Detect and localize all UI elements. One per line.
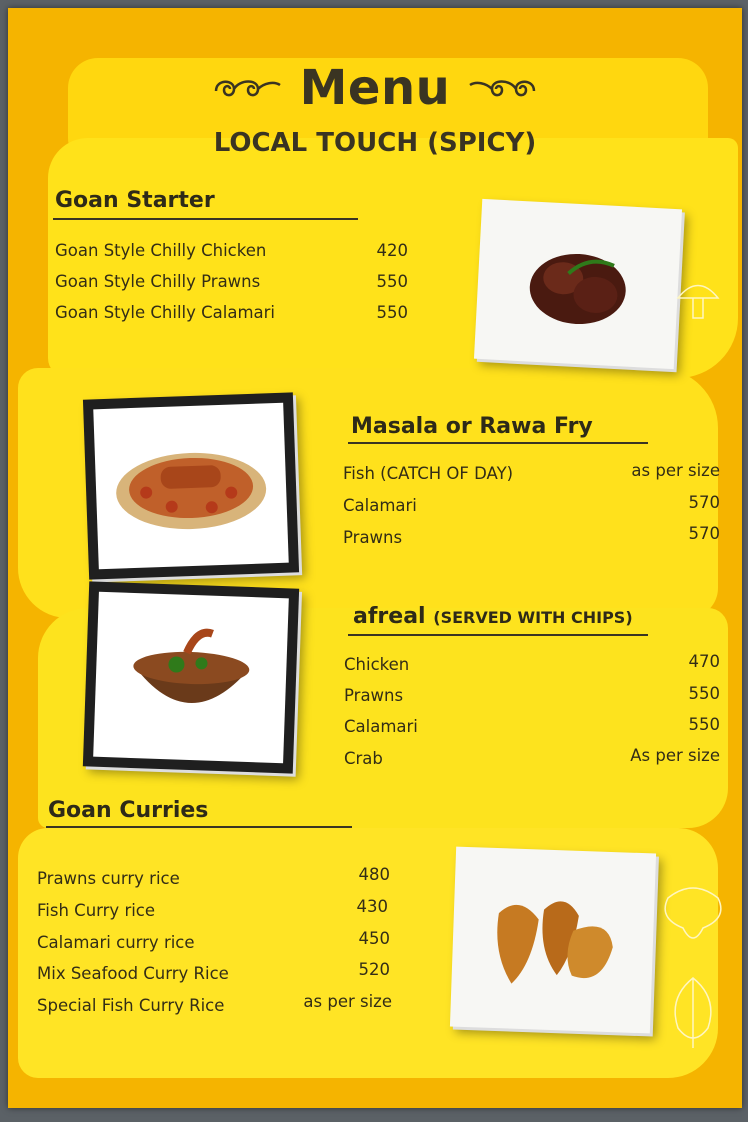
goan-curries-heading: Goan Curries xyxy=(48,798,209,823)
menu-item-price: 550 xyxy=(376,272,408,291)
menu-item-name: Special Fish Curry Rice xyxy=(37,996,225,1015)
menu-item-price: 420 xyxy=(376,241,408,260)
section-divider xyxy=(348,442,648,444)
menu-item-price: 520 xyxy=(358,960,390,979)
mushroom-outline-icon xyxy=(668,268,728,328)
right-swirl-icon xyxy=(468,73,538,110)
menu-item-price: as per size xyxy=(631,461,720,480)
goan-starter-heading: Goan Starter xyxy=(55,188,215,213)
masala-rawa-fry-heading: Masala or Rawa Fry xyxy=(351,414,593,439)
menu-item-price: 430 xyxy=(356,897,388,916)
menu-item-name: Chicken xyxy=(344,655,410,674)
section-divider xyxy=(46,826,352,828)
chilly-chicken-photo xyxy=(474,199,682,369)
cafreal-heading xyxy=(353,604,633,629)
menu-item-price: as per size xyxy=(303,992,392,1011)
menu-item-price: As per size xyxy=(630,746,720,765)
cafreal-title: afreal xyxy=(353,604,426,629)
garlic-outline-icon xyxy=(648,878,738,1058)
menu-item-name: Prawns xyxy=(343,528,403,547)
menu-item-price: 550 xyxy=(688,715,720,734)
fried-fish-photo xyxy=(450,847,656,1034)
menu-item-name: Calamari xyxy=(344,717,418,736)
rawa-fry-photo xyxy=(83,392,299,579)
left-swirl-icon xyxy=(212,73,282,110)
menu-title-text: Menu xyxy=(299,60,451,116)
menu-item-price: 570 xyxy=(688,524,720,543)
menu-item-name: Calamari xyxy=(343,496,417,515)
menu-item-price: 470 xyxy=(688,652,720,671)
chicken-curry-photo xyxy=(83,581,299,773)
menu-page xyxy=(8,8,742,1108)
menu-item-name: Goan Style Chilly Chicken xyxy=(55,241,267,260)
section-divider xyxy=(53,218,358,220)
menu-item-price: 480 xyxy=(358,865,390,884)
menu-item-name: Goan Style Chilly Calamari xyxy=(55,303,276,322)
menu-item-name: Goan Style Chilly Prawns xyxy=(55,272,261,291)
menu-item-price: 450 xyxy=(358,929,390,948)
menu-item-name: Crab xyxy=(344,749,383,768)
menu-item-price: 550 xyxy=(688,684,720,703)
menu-item-name: Mix Seafood Curry Rice xyxy=(37,964,229,983)
menu-item-name: Fish (CATCH OF DAY) xyxy=(343,464,514,483)
menu-title xyxy=(8,60,742,116)
menu-subtitle: LOCAL TOUCH (SPICY) xyxy=(213,128,537,158)
menu-item-price: 570 xyxy=(688,493,720,512)
section-divider xyxy=(348,634,648,636)
menu-item-name: Calamari curry rice xyxy=(37,933,195,952)
menu-item-name: Prawns curry rice xyxy=(37,869,180,888)
cafreal-note: (SERVED WITH CHIPS) xyxy=(433,608,633,627)
menu-item-name: Prawns xyxy=(344,686,404,705)
menu-item-name: Fish Curry rice xyxy=(37,901,156,920)
menu-item-price: 550 xyxy=(376,303,408,322)
